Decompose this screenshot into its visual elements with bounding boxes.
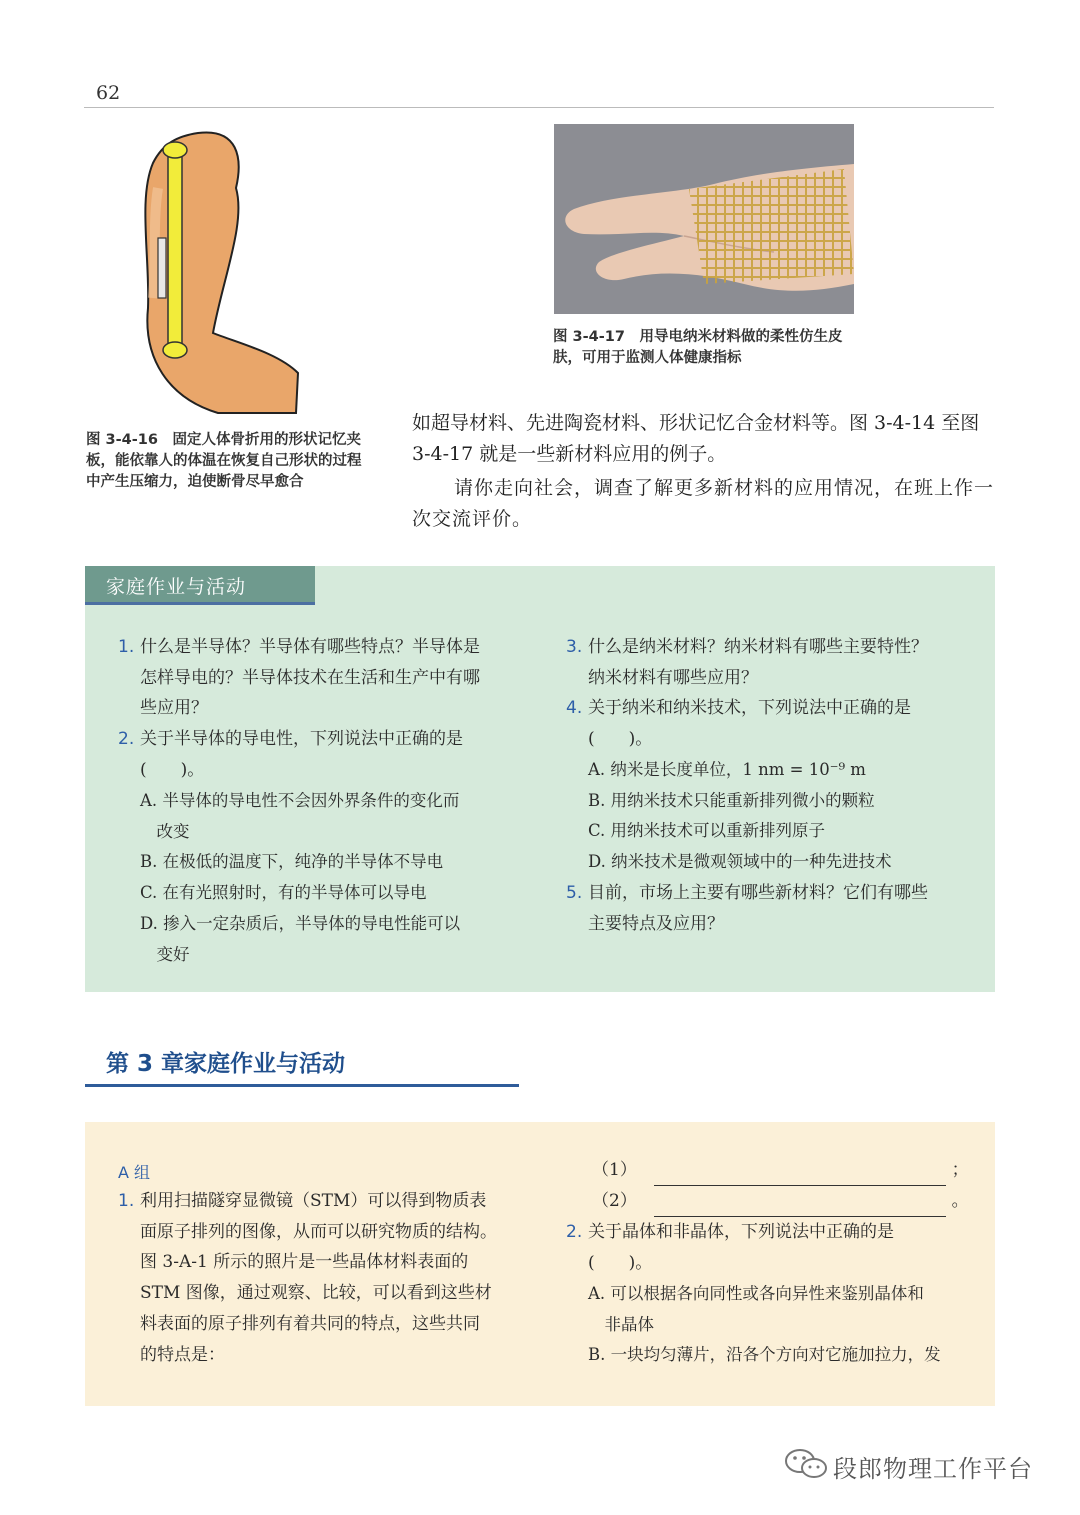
question-line: 主要特点及应用？ [588,913,724,934]
page-number: 62 [96,82,121,104]
option-a-cont: 非晶体 [588,1314,654,1334]
question-line: 怎样导电的？半导体技术在生活和生产中有哪 [140,667,480,688]
answer-blank-2[interactable] [592,1186,992,1217]
question-line: 关于半导体的导电性，下列说法中正确的是 [140,729,463,749]
option-a: A. 纳米是长度单位，1 nm = 10⁻⁹ m [588,760,866,779]
question-number: 2. [118,729,135,749]
question-line: 图 3-A-1 所示的照片是一些晶体材料表面的 [140,1252,469,1273]
question-line: 些应用？ [140,698,208,719]
option-c: C. 用纳米技术可以重新排列原子 [588,821,826,841]
option-c: C. 在有光照射时，有的半导体可以导电 [140,883,427,903]
option-d: D. 掺入一定杂质后，半导体的导电性能可以 [140,913,461,933]
question-line: STM 图像，通过观察、比较，可以看到这些材 [140,1283,492,1304]
figure-17-caption: 图 3-4-17 用导电纳米材料做的柔性仿生皮肤，可用于监测人体健康指标 [553,329,843,366]
wechat-icon [782,1447,832,1481]
option-list [140,786,540,970]
body-paragraph: 如超导材料、先进陶瓷材料、形状记忆合金材料等。图 3-4-14 至图 3-4-17 就是一些新材料应用的例子。 [412,412,980,465]
question-line: 关于纳米和纳米技术，下列说法中正确的是 [588,698,911,718]
question-line: 利用扫描隧穿显微镜（STM）可以得到物质表 [140,1191,487,1211]
question-line: ( )。 [588,728,653,749]
blank-line[interactable] [654,1196,946,1217]
option-d: D. 纳米技术是微观领域中的一种先进技术 [588,852,892,872]
question-line: 的特点是： [140,1344,225,1365]
question-line: 目前，市场上主要有哪些新材料？它们有哪些 [588,883,928,903]
body-paragraph: 请你走向社会，调查了解更多新材料的应用情况，在班上作一次交流评价。 [412,477,995,530]
chapter-rule [85,1084,519,1087]
question-line: ( )。 [588,1252,653,1273]
header-rule [84,107,994,108]
option-d-cont: 变好 [140,944,190,964]
option-b: B. 用纳米技术只能重新排列微小的颗粒 [588,790,875,810]
blank-label: （2） [592,1191,637,1211]
homework-title: 家庭作业与活动 [106,576,247,598]
question-line: 关于晶体和非晶体，下列说法中正确的是 [588,1222,894,1242]
question-line: ( )。 [140,759,205,780]
option-list [588,1279,988,1371]
question-line: 面原子排列的图像，从而可以研究物质的结构。 [140,1221,497,1242]
option-a-cont: 改变 [140,821,190,841]
blank-label: （1） [592,1160,637,1180]
question-number: 3. [566,637,583,657]
blank-end: 。 [951,1191,969,1211]
question-number: 5. [566,883,583,903]
question-number: 1. [118,637,135,657]
question-line: 什么是半导体？半导体有哪些特点？半导体是 [140,637,480,657]
question-number: 4. [566,698,583,718]
option-b: B. 一块均匀薄片，沿各个方向对它施加拉力，发 [588,1345,941,1365]
blank-line[interactable] [654,1165,946,1186]
arm-bone-illustration [128,128,303,416]
option-a: A. 可以根据各向同性或各向异性来鉴别晶体和 [588,1284,924,1303]
question-number: 2. [566,1222,583,1242]
question-number: 1. [118,1191,135,1211]
figure-16-caption: 图 3-4-16 固定人体骨折用的形状记忆夹板，能依靠人的体温在恢复自己形状的过程中产生压缩力，迫使断骨尽早愈合 [86,432,362,490]
option-b: B. 在极低的温度下，纯净的半导体不导电 [140,852,444,872]
question-line: 料表面的原子排列有着共同的特点，这些共同 [140,1313,480,1334]
blank-end: ； [951,1160,969,1180]
answer-blank-1[interactable] [592,1155,992,1186]
group-label: A 组 [118,1163,151,1182]
question-line: 纳米材料有哪些应用？ [588,667,758,688]
hand-nano-skin-photo [554,124,854,314]
watermark-text: 段郎物理工作平台 [833,1455,1033,1483]
question-line: 什么是纳米材料？纳米材料有哪些主要特性？ [588,637,928,657]
option-a: A. 半导体的导电性不会因外界条件的变化而 [140,791,460,810]
option-list [588,755,988,878]
chapter-title: 第 3 章家庭作业与活动 [106,1051,346,1077]
